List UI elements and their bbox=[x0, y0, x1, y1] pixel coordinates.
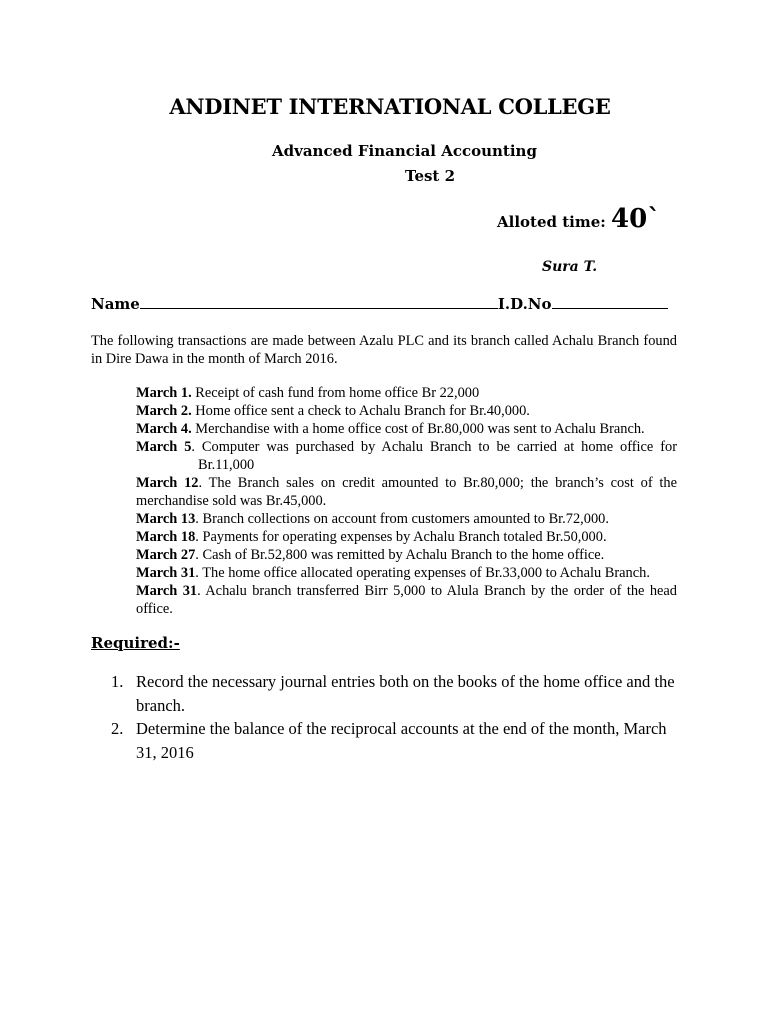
student-info-line bbox=[91, 294, 668, 313]
transaction-text: . Payments for operating expenses by Achalu Branch totaled Br.50,000. bbox=[195, 529, 607, 545]
transaction-text: . Cash of Br.52,800 was remitted by Achalu Branch to the home office. bbox=[195, 547, 605, 563]
transaction-date: March 31 bbox=[136, 583, 198, 599]
item-text: Record the necessary journal entries both on the books of the home office and the branch. bbox=[136, 672, 675, 715]
transaction-date: March 4. bbox=[136, 421, 192, 437]
id-label: I.D.No bbox=[497, 295, 552, 313]
list-item bbox=[136, 582, 677, 618]
transaction-date: March 31 bbox=[136, 565, 196, 581]
course-title: Advanced Financial Accounting bbox=[272, 142, 537, 160]
transaction-list bbox=[136, 384, 677, 618]
transaction-date: March 2. bbox=[136, 403, 192, 419]
list-item bbox=[136, 474, 677, 510]
transaction-text: . The home office allocated operating expenses of Br.33,000 to Achalu Branch. bbox=[195, 565, 650, 581]
author-name: Sura T. bbox=[542, 259, 598, 275]
transaction-text: . Computer was purchased by Achalu Branch to be carried at home office for Br.11,000 bbox=[191, 439, 677, 473]
name-blank bbox=[140, 294, 498, 309]
list-item bbox=[136, 546, 677, 564]
alloted-time-value: 40` bbox=[611, 204, 661, 234]
transaction-date: March 27 bbox=[136, 547, 196, 563]
list-item bbox=[136, 438, 677, 474]
required-list bbox=[111, 670, 677, 764]
transaction-date: March 13 bbox=[136, 511, 196, 527]
transaction-date: March 18 bbox=[136, 529, 196, 545]
transaction-text: . Branch collections on account from customers amounted to Br.72,000. bbox=[195, 511, 609, 527]
transaction-date: March 1. bbox=[136, 385, 192, 401]
list-item bbox=[136, 528, 677, 546]
item-number: 1. bbox=[111, 672, 124, 691]
list-item bbox=[136, 420, 677, 438]
intro-paragraph: The following transactions are made between Azalu PLC and its branch called Achalu Branch found in Dire Dawa in the month of March 2016. bbox=[91, 333, 677, 367]
name-label: Name bbox=[91, 295, 140, 313]
list-item bbox=[136, 510, 677, 528]
transaction-text: Receipt of cash fund from home office Br 22,000 bbox=[191, 385, 480, 401]
transaction-text: Home office sent a check to Achalu Branch for Br.40,000. bbox=[191, 403, 530, 419]
required-heading: Required:- bbox=[91, 634, 180, 652]
list-item bbox=[136, 402, 677, 420]
alloted-time bbox=[497, 204, 660, 234]
id-blank bbox=[552, 294, 668, 309]
item-number: 2. bbox=[111, 719, 124, 738]
college-title: ANDINET INTERNATIONAL COLLEGE bbox=[169, 94, 611, 119]
transaction-date: March 5 bbox=[136, 439, 192, 455]
transaction-text: Merchandise with a home office cost of Br.80,000 was sent to Achalu Branch. bbox=[191, 421, 645, 437]
list-item bbox=[136, 564, 677, 582]
test-title: Test 2 bbox=[405, 167, 456, 185]
alloted-time-label: Alloted time: bbox=[497, 213, 612, 231]
item-text: Determine the balance of the reciprocal accounts at the end of the month, March 31, 2016 bbox=[136, 719, 667, 762]
list-item bbox=[111, 717, 677, 764]
transaction-text: . The Branch sales on credit amounted to Br.80,000; the branch’s cost of the merchandise sold was Br.45,000. bbox=[136, 475, 677, 509]
transaction-date: March 12 bbox=[136, 475, 199, 491]
transaction-text: . Achalu branch transferred Birr 5,000 to Alula Branch by the order of the head office. bbox=[136, 583, 677, 617]
list-item bbox=[111, 670, 677, 717]
list-item bbox=[136, 384, 677, 402]
